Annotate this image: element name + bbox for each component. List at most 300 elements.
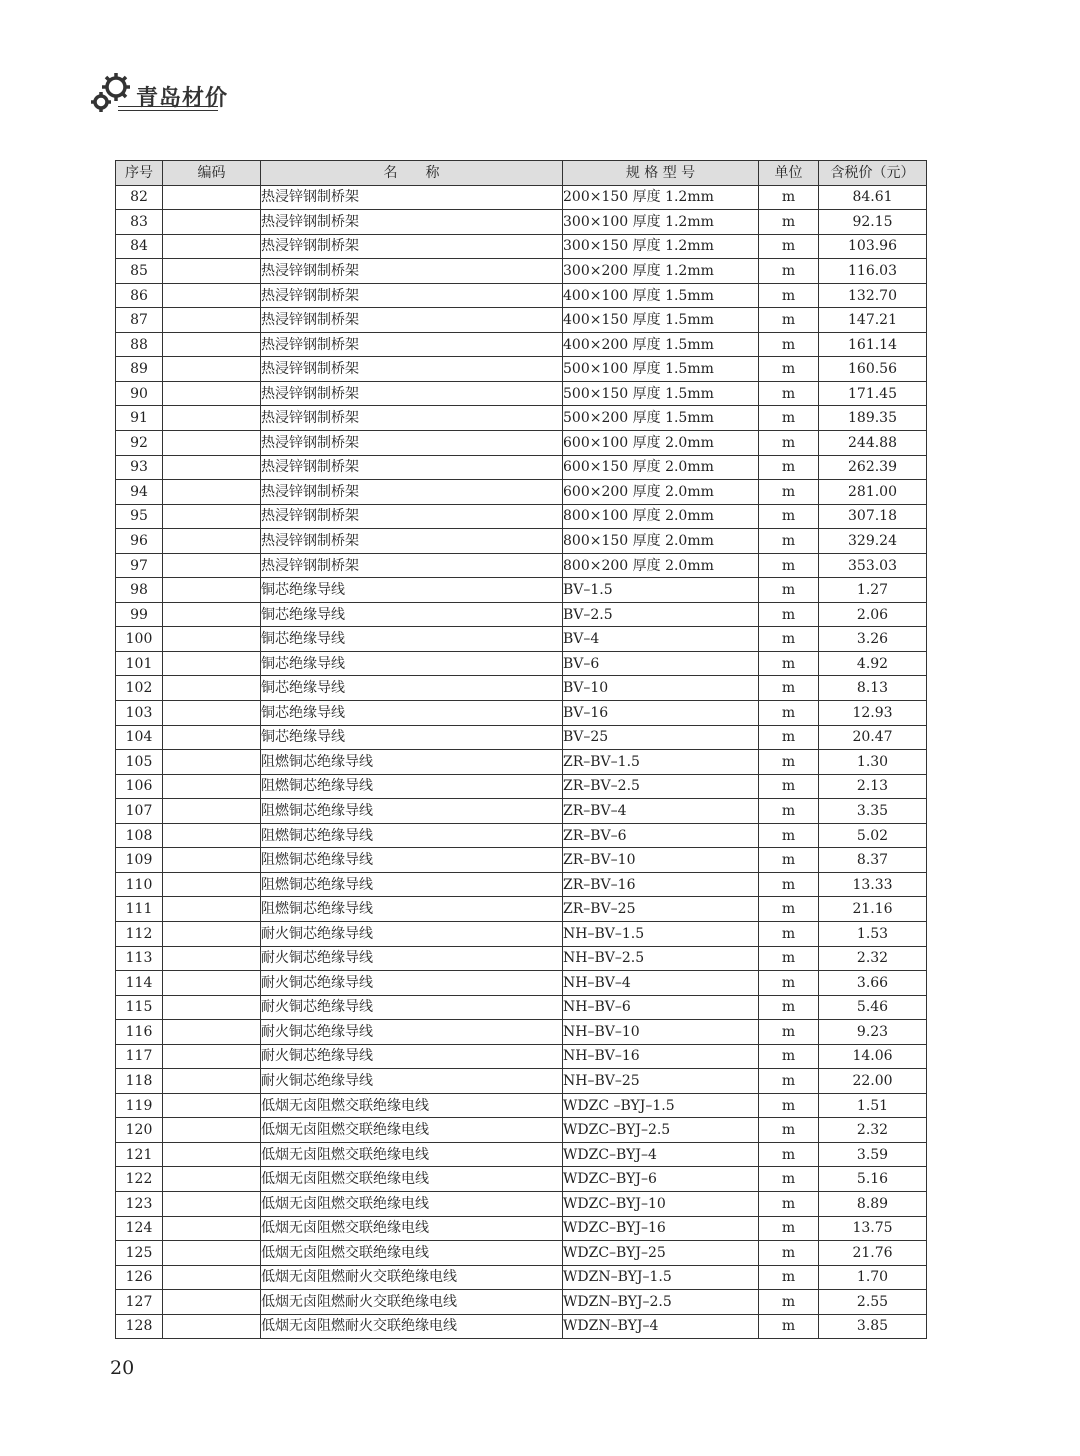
row-spec: BV–16 [563, 701, 759, 726]
row-unit: m [759, 529, 819, 554]
row-name: 阻燃铜芯绝缘导线 [261, 823, 563, 848]
table-row [116, 185, 927, 210]
row-code [163, 971, 261, 996]
row-code [163, 872, 261, 897]
row-spec: WDZC –BYJ–1.5 [563, 1093, 759, 1118]
row-unit: m [759, 946, 819, 971]
row-name: 阻燃铜芯绝缘导线 [261, 897, 563, 922]
row-price: 8.89 [819, 1191, 927, 1216]
row-unit: m [759, 1167, 819, 1192]
row-unit: m [759, 381, 819, 406]
header-price: 含税价（元） [819, 161, 927, 186]
row-number: 125 [116, 1241, 163, 1266]
table-row [116, 1118, 927, 1143]
row-name: 铜芯绝缘导线 [261, 602, 563, 627]
row-name: 低烟无卤阻燃耐火交联绝缘电线 [261, 1290, 563, 1315]
row-spec: NH–BV–2.5 [563, 946, 759, 971]
row-price: 21.16 [819, 897, 927, 922]
row-spec: ZR–BV–16 [563, 872, 759, 897]
row-name: 热浸锌钢制桥架 [261, 185, 563, 210]
row-number: 117 [116, 1044, 163, 1069]
header-name: 名 称 [261, 161, 563, 186]
row-unit: m [759, 799, 819, 824]
row-number: 127 [116, 1290, 163, 1315]
header-unit: 单位 [759, 161, 819, 186]
row-name: 耐火铜芯绝缘导线 [261, 971, 563, 996]
row-name: 低烟无卤阻燃耐火交联绝缘电线 [261, 1265, 563, 1290]
row-price: 1.51 [819, 1093, 927, 1118]
row-name: 铜芯绝缘导线 [261, 651, 563, 676]
table-row [116, 1142, 927, 1167]
row-price: 4.92 [819, 651, 927, 676]
row-price: 329.24 [819, 529, 927, 554]
row-code [163, 504, 261, 529]
row-number: 128 [116, 1314, 163, 1339]
table-row [116, 1290, 927, 1315]
row-price: 2.32 [819, 946, 927, 971]
row-spec: NH–BV–10 [563, 1020, 759, 1045]
row-price: 14.06 [819, 1044, 927, 1069]
row-code [163, 259, 261, 284]
table-row [116, 259, 927, 284]
row-unit: m [759, 1093, 819, 1118]
row-unit: m [759, 1216, 819, 1241]
table-row [116, 750, 927, 775]
row-code [163, 750, 261, 775]
table-row [116, 897, 927, 922]
row-spec: NH–BV–6 [563, 995, 759, 1020]
table-row [116, 1167, 927, 1192]
table-row [116, 529, 927, 554]
row-unit: m [759, 774, 819, 799]
row-spec: BV–25 [563, 725, 759, 750]
row-price: 5.16 [819, 1167, 927, 1192]
row-number: 113 [116, 946, 163, 971]
header-no: 序号 [116, 161, 163, 186]
row-price: 20.47 [819, 725, 927, 750]
row-number: 107 [116, 799, 163, 824]
row-code [163, 1044, 261, 1069]
header-rule [118, 106, 218, 107]
row-unit: m [759, 676, 819, 701]
row-code [163, 823, 261, 848]
row-price: 2.13 [819, 774, 927, 799]
row-code [163, 1167, 261, 1192]
row-name: 热浸锌钢制桥架 [261, 529, 563, 554]
row-number: 84 [116, 234, 163, 259]
row-spec: WDZC–BYJ–25 [563, 1241, 759, 1266]
row-name: 低烟无卤阻燃交联绝缘电线 [261, 1093, 563, 1118]
row-unit: m [759, 357, 819, 382]
row-price: 3.85 [819, 1314, 927, 1339]
row-spec: ZR–BV–2.5 [563, 774, 759, 799]
row-name: 耐火铜芯绝缘导线 [261, 921, 563, 946]
row-number: 112 [116, 921, 163, 946]
row-number: 116 [116, 1020, 163, 1045]
row-number: 99 [116, 602, 163, 627]
table-row [116, 627, 927, 652]
row-price: 3.26 [819, 627, 927, 652]
row-spec: WDZC–BYJ–10 [563, 1191, 759, 1216]
row-code [163, 332, 261, 357]
row-name: 阻燃铜芯绝缘导线 [261, 872, 563, 897]
row-spec: BV–4 [563, 627, 759, 652]
row-unit: m [759, 823, 819, 848]
row-unit: m [759, 971, 819, 996]
row-code [163, 1191, 261, 1216]
row-number: 85 [116, 259, 163, 284]
row-price: 8.37 [819, 848, 927, 873]
row-name: 耐火铜芯绝缘导线 [261, 1044, 563, 1069]
table-row [116, 995, 927, 1020]
row-number: 101 [116, 651, 163, 676]
row-spec: 500×200 厚度 1.5mm [563, 406, 759, 431]
row-code [163, 529, 261, 554]
row-price: 262.39 [819, 455, 927, 480]
row-number: 93 [116, 455, 163, 480]
row-code [163, 381, 261, 406]
row-code [163, 1216, 261, 1241]
row-price: 171.45 [819, 381, 927, 406]
row-unit: m [759, 1142, 819, 1167]
page-number: 20 [110, 1357, 135, 1379]
row-spec: BV–1.5 [563, 578, 759, 603]
row-price: 116.03 [819, 259, 927, 284]
row-code [163, 651, 261, 676]
row-code [163, 627, 261, 652]
row-unit: m [759, 480, 819, 505]
row-code [163, 921, 261, 946]
row-unit: m [759, 1044, 819, 1069]
row-name: 低烟无卤阻燃交联绝缘电线 [261, 1167, 563, 1192]
row-spec: 300×100 厚度 1.2mm [563, 210, 759, 235]
brand-title: 青岛材价 [136, 86, 229, 111]
row-name: 热浸锌钢制桥架 [261, 210, 563, 235]
row-price: 12.93 [819, 701, 927, 726]
row-name: 阻燃铜芯绝缘导线 [261, 799, 563, 824]
row-price: 1.70 [819, 1265, 927, 1290]
row-code [163, 480, 261, 505]
row-spec: 400×100 厚度 1.5mm [563, 283, 759, 308]
row-code [163, 234, 261, 259]
table-row [116, 774, 927, 799]
row-price: 92.15 [819, 210, 927, 235]
row-spec: ZR–BV–25 [563, 897, 759, 922]
row-spec: NH–BV–25 [563, 1069, 759, 1094]
row-code [163, 1118, 261, 1143]
row-price: 1.53 [819, 921, 927, 946]
row-price: 5.02 [819, 823, 927, 848]
row-unit: m [759, 1191, 819, 1216]
row-price: 244.88 [819, 431, 927, 456]
row-name: 耐火铜芯绝缘导线 [261, 946, 563, 971]
table-row [116, 455, 927, 480]
row-name: 低烟无卤阻燃交联绝缘电线 [261, 1191, 563, 1216]
row-unit: m [759, 308, 819, 333]
table-row [116, 971, 927, 996]
row-code [163, 553, 261, 578]
row-name: 阻燃铜芯绝缘导线 [261, 750, 563, 775]
row-price: 8.13 [819, 676, 927, 701]
row-number: 123 [116, 1191, 163, 1216]
table-row [116, 406, 927, 431]
row-code [163, 676, 261, 701]
row-code [163, 725, 261, 750]
row-spec: ZR–BV–1.5 [563, 750, 759, 775]
table-row [116, 210, 927, 235]
table-row [116, 332, 927, 357]
row-number: 111 [116, 897, 163, 922]
row-unit: m [759, 872, 819, 897]
row-price: 13.75 [819, 1216, 927, 1241]
table-row [116, 553, 927, 578]
row-name: 热浸锌钢制桥架 [261, 234, 563, 259]
row-code [163, 995, 261, 1020]
row-name: 低烟无卤阻燃交联绝缘电线 [261, 1216, 563, 1241]
table-row [116, 676, 927, 701]
table-row [116, 381, 927, 406]
table-row [116, 701, 927, 726]
row-spec: BV–6 [563, 651, 759, 676]
row-name: 阻燃铜芯绝缘导线 [261, 774, 563, 799]
row-price: 307.18 [819, 504, 927, 529]
row-number: 94 [116, 480, 163, 505]
row-number: 109 [116, 848, 163, 873]
row-number: 115 [116, 995, 163, 1020]
table-row [116, 602, 927, 627]
row-spec: WDZC–BYJ–6 [563, 1167, 759, 1192]
row-spec: 800×150 厚度 2.0mm [563, 529, 759, 554]
row-name: 热浸锌钢制桥架 [261, 332, 563, 357]
row-unit: m [759, 210, 819, 235]
row-name: 铜芯绝缘导线 [261, 725, 563, 750]
row-price: 147.21 [819, 308, 927, 333]
row-price: 21.76 [819, 1241, 927, 1266]
row-unit: m [759, 185, 819, 210]
row-spec: ZR–BV–4 [563, 799, 759, 824]
row-spec: 300×200 厚度 1.2mm [563, 259, 759, 284]
row-number: 126 [116, 1265, 163, 1290]
row-price: 103.96 [819, 234, 927, 259]
row-spec: WDZN–BYJ–4 [563, 1314, 759, 1339]
row-spec: WDZN–BYJ–1.5 [563, 1265, 759, 1290]
row-spec: 500×100 厚度 1.5mm [563, 357, 759, 382]
table-row [116, 946, 927, 971]
table-row [116, 1020, 927, 1045]
row-price: 3.59 [819, 1142, 927, 1167]
row-unit: m [759, 259, 819, 284]
row-unit: m [759, 1290, 819, 1315]
row-price: 9.23 [819, 1020, 927, 1045]
row-unit: m [759, 725, 819, 750]
row-name: 热浸锌钢制桥架 [261, 308, 563, 333]
row-code [163, 602, 261, 627]
table-row [116, 872, 927, 897]
row-unit: m [759, 921, 819, 946]
row-name: 热浸锌钢制桥架 [261, 504, 563, 529]
table-row [116, 283, 927, 308]
row-code [163, 946, 261, 971]
row-name: 热浸锌钢制桥架 [261, 480, 563, 505]
row-spec: BV–2.5 [563, 602, 759, 627]
row-code [163, 1020, 261, 1045]
table-row [116, 921, 927, 946]
row-number: 100 [116, 627, 163, 652]
row-price: 189.35 [819, 406, 927, 431]
row-name: 热浸锌钢制桥架 [261, 406, 563, 431]
row-number: 97 [116, 553, 163, 578]
row-price: 1.30 [819, 750, 927, 775]
row-name: 低烟无卤阻燃交联绝缘电线 [261, 1241, 563, 1266]
row-number: 86 [116, 283, 163, 308]
row-price: 3.35 [819, 799, 927, 824]
row-spec: 600×200 厚度 2.0mm [563, 480, 759, 505]
row-unit: m [759, 234, 819, 259]
row-unit: m [759, 627, 819, 652]
row-code [163, 1265, 261, 1290]
row-number: 103 [116, 701, 163, 726]
row-name: 铜芯绝缘导线 [261, 676, 563, 701]
row-unit: m [759, 553, 819, 578]
row-code [163, 455, 261, 480]
row-number: 120 [116, 1118, 163, 1143]
row-spec: NH–BV–4 [563, 971, 759, 996]
row-unit: m [759, 848, 819, 873]
row-code [163, 701, 261, 726]
row-unit: m [759, 578, 819, 603]
table-row [116, 504, 927, 529]
row-number: 105 [116, 750, 163, 775]
table-row [116, 1216, 927, 1241]
table-row [116, 799, 927, 824]
row-price: 353.03 [819, 553, 927, 578]
table-header-row [116, 161, 927, 186]
row-number: 95 [116, 504, 163, 529]
row-name: 铜芯绝缘导线 [261, 627, 563, 652]
row-unit: m [759, 455, 819, 480]
row-code [163, 578, 261, 603]
row-name: 热浸锌钢制桥架 [261, 381, 563, 406]
row-spec: WDZC–BYJ–16 [563, 1216, 759, 1241]
table-row [116, 480, 927, 505]
header-spec: 规 格 型 号 [563, 161, 759, 186]
price-table [115, 160, 927, 1339]
table-row [116, 1191, 927, 1216]
row-unit: m [759, 1118, 819, 1143]
table-row [116, 234, 927, 259]
row-code [163, 210, 261, 235]
row-unit: m [759, 1265, 819, 1290]
row-number: 83 [116, 210, 163, 235]
row-spec: 300×150 厚度 1.2mm [563, 234, 759, 259]
row-spec: 400×150 厚度 1.5mm [563, 308, 759, 333]
table-row [116, 578, 927, 603]
row-name: 热浸锌钢制桥架 [261, 431, 563, 456]
row-spec: WDZC–BYJ–4 [563, 1142, 759, 1167]
row-spec: 400×200 厚度 1.5mm [563, 332, 759, 357]
row-code [163, 406, 261, 431]
row-name: 耐火铜芯绝缘导线 [261, 1020, 563, 1045]
row-unit: m [759, 897, 819, 922]
row-spec: 800×100 厚度 2.0mm [563, 504, 759, 529]
row-price: 13.33 [819, 872, 927, 897]
row-code [163, 1241, 261, 1266]
row-name: 热浸锌钢制桥架 [261, 259, 563, 284]
row-code [163, 1142, 261, 1167]
row-name: 阻燃铜芯绝缘导线 [261, 848, 563, 873]
row-spec: BV–10 [563, 676, 759, 701]
row-price: 5.46 [819, 995, 927, 1020]
row-unit: m [759, 1020, 819, 1045]
row-unit: m [759, 504, 819, 529]
row-price: 3.66 [819, 971, 927, 996]
row-number: 88 [116, 332, 163, 357]
row-spec: 600×150 厚度 2.0mm [563, 455, 759, 480]
row-name: 低烟无卤阻燃耐火交联绝缘电线 [261, 1314, 563, 1339]
row-unit: m [759, 1314, 819, 1339]
row-unit: m [759, 1069, 819, 1094]
row-spec: WDZC–BYJ–2.5 [563, 1118, 759, 1143]
row-unit: m [759, 651, 819, 676]
row-name: 铜芯绝缘导线 [261, 701, 563, 726]
row-code [163, 1069, 261, 1094]
row-number: 89 [116, 357, 163, 382]
table-row [116, 651, 927, 676]
header-rule [118, 110, 218, 111]
row-unit: m [759, 602, 819, 627]
row-price: 281.00 [819, 480, 927, 505]
table-row [116, 1265, 927, 1290]
row-code [163, 1314, 261, 1339]
row-number: 96 [116, 529, 163, 554]
row-number: 87 [116, 308, 163, 333]
row-code [163, 357, 261, 382]
row-number: 122 [116, 1167, 163, 1192]
table-row [116, 725, 927, 750]
row-name: 耐火铜芯绝缘导线 [261, 995, 563, 1020]
table-row [116, 848, 927, 873]
row-code [163, 897, 261, 922]
row-name: 耐火铜芯绝缘导线 [261, 1069, 563, 1094]
table-row [116, 431, 927, 456]
row-unit: m [759, 283, 819, 308]
row-name: 铜芯绝缘导线 [261, 578, 563, 603]
row-price: 1.27 [819, 578, 927, 603]
row-price: 160.56 [819, 357, 927, 382]
row-unit: m [759, 332, 819, 357]
row-name: 热浸锌钢制桥架 [261, 357, 563, 382]
row-code [163, 283, 261, 308]
table-row [116, 357, 927, 382]
header-code: 编码 [163, 161, 261, 186]
row-name: 低烟无卤阻燃交联绝缘电线 [261, 1142, 563, 1167]
row-number: 118 [116, 1069, 163, 1094]
row-spec: 600×100 厚度 2.0mm [563, 431, 759, 456]
row-unit: m [759, 1241, 819, 1266]
row-price: 84.61 [819, 185, 927, 210]
row-code [163, 1290, 261, 1315]
row-code [163, 308, 261, 333]
row-name: 热浸锌钢制桥架 [261, 455, 563, 480]
row-number: 92 [116, 431, 163, 456]
row-name: 低烟无卤阻燃交联绝缘电线 [261, 1118, 563, 1143]
row-code [163, 185, 261, 210]
row-number: 104 [116, 725, 163, 750]
row-price: 22.00 [819, 1069, 927, 1094]
row-number: 90 [116, 381, 163, 406]
row-code [163, 1093, 261, 1118]
row-price: 2.55 [819, 1290, 927, 1315]
